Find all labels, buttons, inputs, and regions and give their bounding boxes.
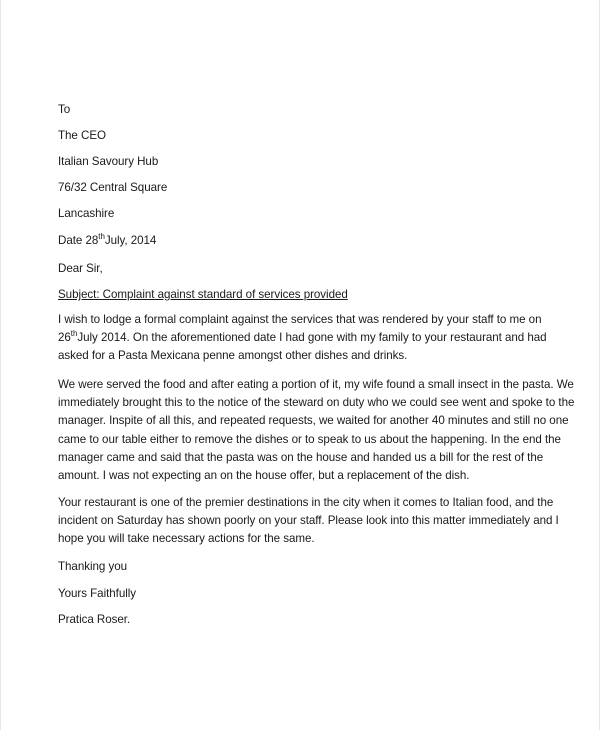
paragraph-2-line: amount. I was not expecting an on the house offer, but a replacement of the dish. xyxy=(58,469,470,483)
paragraph-2-line: We were served the food and after eating a portion of it, my wife found a small insect in the pasta. We xyxy=(58,378,574,391)
paragraph-2 xyxy=(58,376,575,485)
paragraph-1-text: July 2014. On the aforementioned date I had gone with my family to your restaurant and had xyxy=(77,331,547,345)
paragraph-3 xyxy=(58,494,559,549)
paragraph-2-line: immediately brought this to the notice of the steward on duty who we could see went and spoke to the xyxy=(58,396,575,410)
signature-name: Pratica Roser. xyxy=(58,613,131,626)
recipient-title: The CEO xyxy=(58,129,106,142)
recipient-street: 76/32 Central Square xyxy=(58,181,168,194)
paragraph-1-line: I wish to lodge a formal complaint against the services that was rendered by your staff to me on xyxy=(58,313,542,326)
paragraph-3-line: hope you will take necessary actions for the same. xyxy=(58,532,315,546)
closing-thanks: Thanking you xyxy=(58,560,128,573)
paragraph-1-line: asked for a Pasta Mexicana penne amongst other dishes and drinks. xyxy=(58,349,408,363)
recipient-to: To xyxy=(58,103,71,116)
paragraph-1 xyxy=(58,311,547,366)
recipient-company: Italian Savoury Hub xyxy=(58,155,159,168)
subject-line: Subject: Complaint against standard of services provided xyxy=(58,288,348,301)
paragraph-3-line: incident on Saturday has shown poorly on your staff. Please look into this matter immediately and I xyxy=(58,514,559,528)
paragraph-2-line: manager came and said that the pasta was on the house and handed us a bill for the rest of the xyxy=(58,450,544,464)
date-suffix: July, 2014 xyxy=(104,234,157,247)
paragraph-1-ordinal: th xyxy=(70,329,78,339)
salutation: Dear Sir, xyxy=(58,262,103,275)
date-prefix: Date 28 xyxy=(58,234,99,247)
paragraph-2-line: manager. Inspite of all this, and repeated requests, we waited for another 40 minutes and still no one xyxy=(58,414,569,428)
date-ordinal: th xyxy=(98,232,105,241)
paragraph-3-line: Your restaurant is one of the premier destinations in the city when it comes to Italian food, and the xyxy=(58,496,554,509)
letter-date xyxy=(58,232,156,250)
paragraph-1-day: 26 xyxy=(58,331,71,345)
paragraph-2-line: came to our table either to remove the dishes or to speak to us about the happening. In the end the xyxy=(58,432,561,446)
closing-signoff: Yours Faithfully xyxy=(58,587,137,600)
paragraph-1-line xyxy=(58,329,547,347)
recipient-county: Lancashire xyxy=(58,207,115,220)
